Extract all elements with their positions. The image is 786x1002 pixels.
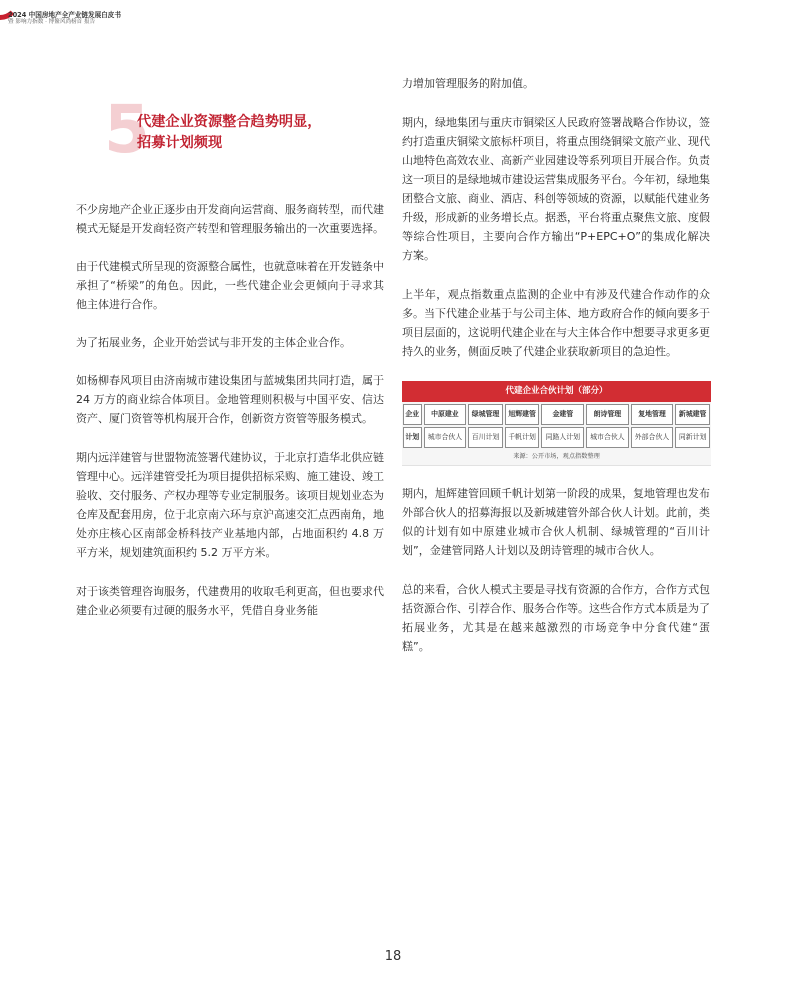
table-cell: 企业 [402, 403, 423, 426]
page-number: 18 [384, 949, 402, 964]
right-column-bottom [402, 484, 710, 656]
paragraph: 由于代建模式所呈现的资源整合属性，也就意味着在开发链条中承担了“桥梁”的角色。因此，一些代建企业会更倾向于寻求其他主体进行合作。 [76, 260, 384, 311]
section-heading [104, 91, 364, 168]
table-cell: 中原建业 [423, 403, 468, 426]
table-cell: 复地管理 [630, 403, 675, 426]
paragraph: 为了拓展业务，企业开始尝试与非开发的主体企业合作。 [76, 336, 351, 349]
table-caption: 代建企业合伙计划（部分） [402, 381, 711, 402]
table-cell: 旭辉建管 [504, 403, 541, 426]
table-cell: 同新计划 [674, 426, 711, 449]
section-number: 5 [104, 91, 150, 168]
table-cell: 城市合伙人 [423, 426, 468, 449]
paragraph: 期内远洋建管与世盟物流签署代建协议，于北京打造华北供应链管理中心。远洋建管受托为项目提供招标采购、施工建设、竣工验收、交付服务、产权办理等专业定制服务。该项目规划业态为仓库及配套用房，位于北京南六环与京沪高速交汇点西南角，地处亦庄核心区南部金桥科技产业基地内部，占地面积约 4.8 万平方米，规划建筑面积约 5.2 万平方米。 [76, 451, 384, 559]
table-cell: 计划 [402, 426, 423, 449]
paragraph: 上半年，观点指数重点监测的企业中有涉及代建合作动作的众多。当下代建企业基于与公司主体、地方政府合作的倾向要多于项目层面的，这说明代建企业在与大主体合作中想要寻求更多更持久的业务，侧面反映了代建企业获取新项目的急迫性。 [402, 288, 710, 358]
table-cell: 千帆计划 [504, 426, 541, 449]
table-cell: 百川计划 [467, 426, 504, 449]
partner-plan-table [402, 381, 711, 466]
paragraph: 期内，绿地集团与重庆市铜梁区人民政府签署战略合作协议，签约打造重庆铜梁文旅标杆项目，将重点围绕铜梁文旅产业、现代山地特色高效农业、高新产业园建设等系列项目开展合作。负责这一项目的是绿地城市建设运营集成服务平台。今年初，绿地集团整合文旅、商业、酒店、科创等领域的资源，以赋能代建业务升级，形成新的业务增长点。据悉，平台将重点聚焦文旅、度假等综合性项目，主要向合作方输出“P+EPC+O”的集成化解决方案。 [402, 116, 710, 262]
table-cell: 金建管 [540, 403, 585, 426]
section-title-line1: 代建企业资源整合趋势明显， [137, 114, 322, 130]
table-source: 来源：公开市场，观点指数整理 [513, 453, 600, 460]
left-column [76, 200, 384, 620]
table-row [402, 426, 711, 449]
right-column-top [402, 74, 710, 361]
table-cell: 朗诗管理 [585, 403, 630, 426]
table-cell: 城市合伙人 [585, 426, 630, 449]
table-body [402, 403, 711, 449]
header-subtitle: 暨 影响力指数 · 博鳌风尚榜首 报告 [8, 19, 96, 26]
section-title-line2: 招募计划频现 [137, 135, 223, 152]
table-cell: 同路人计划 [540, 426, 585, 449]
section-title [137, 112, 321, 155]
header-title: 2024 中国房地产全产业链发展白皮书 [8, 11, 121, 19]
paragraph: 如杨柳春风项目由济南城市建设集团与蓝城集团共同打造，属于 24 万方的商业综合体项目。金地管理则积极与中国平安、信达资产、厦门资管等机构展开合作，创新资方资管等服务模式。 [76, 374, 384, 425]
paragraph: 对于该类管理咨询服务，代建费用的收取毛利更高，但也要求代建企业必须要有过硬的服务水平，凭借自身业务能 [76, 585, 384, 617]
table-cell: 新城建管 [674, 403, 711, 426]
paragraph: 不少房地产企业正逐步由开发商向运营商、服务商转型，而代建模式无疑是开发商轻资产转型和管理服务输出的一次重要选择。 [76, 203, 384, 235]
paragraph: 期内，旭辉建管回顾千帆计划第一阶段的成果，复地管理也发布外部合伙人的招募海报以及新城建管外部合伙人计划。此前，类似的计划有如中原建业城市合伙人机制、绿城管理的“百川计划”，金建管同路人计划以及朗诗管理的城市合伙人。 [402, 487, 710, 557]
table-cell: 绿城管理 [467, 403, 504, 426]
table-cell: 外部合伙人 [630, 426, 675, 449]
table-row [402, 403, 711, 426]
paragraph: 总的来看，合伙人模式主要是寻找有资源的合作方，合作方式包括资源合作、引荐合作、服务合作等。这些合作方式本质是为了拓展业务，尤其是在越来越激烈的市场竞争中分食代建“蛋糕”。 [402, 583, 710, 653]
paragraph: 力增加管理服务的附加值。 [402, 77, 534, 90]
document-header [8, 11, 121, 26]
